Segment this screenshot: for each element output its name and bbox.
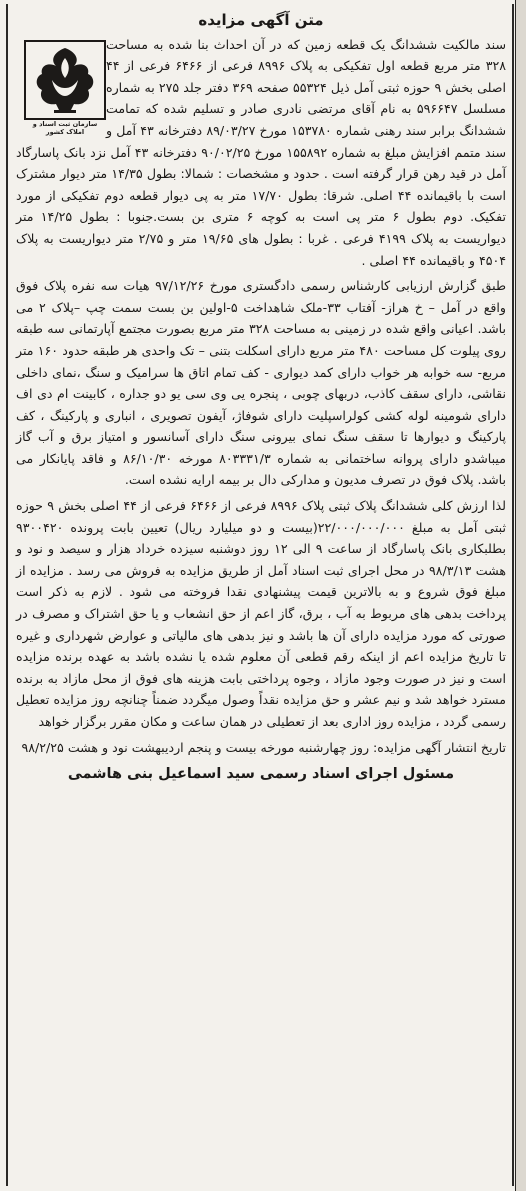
registration-organization-logo — [24, 40, 106, 136]
appraisal-report-paragraph: طبق گزارش ارزیابی کارشناس رسمی دادگستری مورخ ۹۷/۱۲/۲۶ هیات سه نفره پلاک فوق واقع در آمل – خ هراز- آفتاب ۳۳-ملک شاهداخت ۵-اولین بن بست سمت چپ –پلاک ۲ می باشد. اعیانی واقع شده در زمینی به مساحت ۳۲۸ متر مربع بصورت مجتمع آپارتمانی سه طبقه روی پیلوت کل مساحت ۴۸۰ متر مربع دارای اسکلت بتنی – تک واحدی هر طبقه حدود ۱۶۰ متر مربع- سه خوابه هر خواب دارای کمد دیواری - کف تمام اتاق ها سرامیک و سنگ ،نمای داخلی نقاشی، دارای سقف کاذب، دربهای چوبی ، پنجره یی وی سی یو دو جداره ، کابینت ام دی اف دارای شومینه لوله کشی کولراسپلیت دارای شوفاژ، آیفون تصویری ، انباری و پارکینگ ، کف پارکینگ و دیوارها تا سقف سنگ نمای بیرونی سنگ دارای آسانسور و امتیاز برق و آب گاز میباشدو دارای پروانه ساختمانی به شماره ۸۰۳۳۳۱/۳ مورخه ۸۶/۱۰/۳۰ و فاقد پایانکار می باشد. پلاک فوق در تصرف مدیون و مدارکی دال بر بیمه ارایه نشده است. — [16, 278, 507, 488]
official-signature: مسئول اجرای اسناد رسمی سید اسماعیل بنی هاشمی — [67, 766, 455, 783]
auction-terms-paragraph: لذا ارزش کلی ششدانگ پلاک ثبتی پلاک ۸۹۹۶ فرعی از ۶۴۶۶ فرعی از ۴۴ اصلی بخش ۹ حوزه ثبتی آمل به مبلغ ۲۲/۰۰۰/۰۰۰/۰۰۰(بیست و دو میلیارد ریال) تعیین بابت پرونده ۹۳۰۰۴۲۰ بطلبکاری بانک پاسارگاد از ساعت ۹ الی ۱۲ روز دوشنبه سیزده خرداد هزار و سیصد و نود و هشت ۹۸/۳/۱۳ در محل اجرای ثبت اسناد آمل از طریق مزایده به فروش می رسد . مزایده از مبلغ فوق شروع و به بالاترین قیمت پیشنهادی نقدا فروخته می شود . لازم به ذکر است پرداخت بدهی های مربوط به آب ، برق، گاز اعم از حق انشعاب و یا حق اشتراک و مصرف در صورتی که مورد مزایده دارای آن ها باشد و نیز بدهی های مالیاتی و عوارض شهرداری و غیره تا تاریخ مزایده اعم از اینکه رقم قطعی آن معلوم شده یا نشده باشد به عهده برنده مزایده است و نیز در صورت وجود مازاد ، وجوه پرداختی بابت هزینه های فوق از محل مازاد به برنده مسترد خواهد شد و نیم عشر و حق مزایده نقداً وصول میگردد ضمناً چنانچه روز مزایده تعطیل رسمی گردد ، مزایده روز اداری بعد از تعطیلی در همان ساعت و مکان مقرر برگزار خواهد — [16, 498, 507, 729]
emblem-icon — [24, 40, 106, 120]
property-description-paragraph: سند مالکیت ششدانگ یک قطعه زمین که در آن احداث بنا شده به مساحت ۳۲۸ متر مربع قطعه اول تفکیکی به پلاک ۸۹۹۶ فرعی از ۶۴۶۶ فرعی از ۴۴ اصلی بخش ۹ حوزه ثبتی آمل ذیل ۵۵۳۲۴ صفحه ۳۶۹ دفتر جلد ۲۷۵ به شماره مسلسل ۵۹۶۶۴۷ به نام آقای مرتضی نادری صادر و تسلیم شده که تمامت ششدانگ برابر سند رهنی شماره ۱۵۳۷۸۰ مورخ ۸۹/۰۳/۲۷ دفترخانه ۴۳ آمل و سند متمم افزایش مبلغ به شماره ۱۵۵۸۹۲ مورخ ۹۰/۰۲/۲۵ دفترخانه ۴۳ آمل نزد بانک پاسارگاد آمل در قید رهن قرار گرفته است . حدود و مشخصات : شمالا: بطول ۱۴/۳۵ متر دیوار مشترک است با باقیمانده ۴۴ اصلی. شرقا: بطول ۱۷/۷۰ متر به پی دیوار قطعه دوم تفکیکی از مورد تفکیک. دوم بطول ۶ متر پی است به کوچه ۶ متری بن بست.جنوبا : بطول ۱۴/۲۵ متر دیواریست به پلاک ۴۱۹۹ فرعی . غربا : بطول های ۱۹/۶۵ متر و ۲/۷۵ متر دیواریست به پلاک ۴۵۰۴ و باقیمانده ۴۴ اصلی . — [16, 36, 507, 268]
notice-title: متن آگهی مزایده — [198, 11, 324, 29]
publication-date: تاریخ انتشار آگهی مزایده: روز چهارشنبه مورخه بیست و پنجم اردیبهشت نود و هشت ۹۸/۲/۲۵ — [21, 739, 506, 755]
notice-body — [16, 10, 506, 786]
logo-caption: سازمان ثبت اسناد و املاک کشور — [32, 119, 98, 136]
adjacent-column-edge — [515, 0, 526, 1191]
